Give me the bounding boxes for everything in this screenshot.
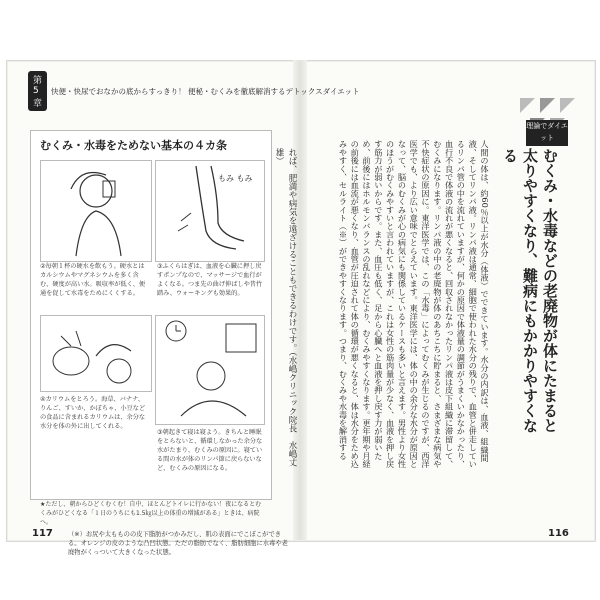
- left-body-column: れば、肥満や病気を遠ざけることもできるわけです。（水嶋クリニック院長 水嶋丈雄）: [274, 148, 297, 467]
- article-title: むくみ・水毒などの老廃物が体にたまると太りやすくなり、難病にもかかりやすくなる: [501, 148, 559, 433]
- page-number-right: 116: [548, 528, 569, 539]
- warning-note: ★ただし、朝からひどくむくむ！自中、ほとんどトイレに行かない！夜になるとむくみがひどくなる「１日のうちにも1.5㎏以上の体重の増減がある」ときは、病院へ。: [40, 501, 262, 526]
- chapter-header-text: 快便・快尿でおなかの底からすっきり！ 便秘・むくみを徹底解消するデトックスダイエット: [51, 86, 360, 96]
- chapter-header: [28, 76, 360, 109]
- drinking-water-illustration: [40, 160, 152, 262]
- footnote: （※）お尻や太もものの皮下脂肪がつかみだし、肌の表面にでこぼこができる。オレンジの皮のような凸凹状態。ただの脂肪でなく、脂肪細胞に水毒や老廃物がくっついて大きくなった状態。: [68, 531, 288, 556]
- chapter-badge: 第5章: [28, 71, 47, 111]
- right-body-text: 人間の体は、約60％以上が水分（体液）でできています。水分の内訳は、血液、組織間液、そしてリンパ液。リンパ液は通常、細胞で使われた水分の残りで、血管と併走しているリンパ管の中を流れていますが、何かの原因で体液量の調節がうまくいかなかったり、血行不良で体液の流れが悪くなると、回収されなかったリンパ液は皮下組織に滞留して、むくみになります。リンパ液の中の老廃物が体のあちこちに貯まると、さまざまな病気や不快症状の原因に。東洋医学では、この「水毒」によってむくみが生じるのですが、西洋医学でも、より広い意味でとらえています。東洋医学には、体の中の余分な水分が原因となって、脳のむくみが心の病気にも関係しているケースも多いと言えます。男性より女性のほうがむくみやすいと言われていますが、これは女性の筋肉量が少なく、血液を押し戻す筋力が弱いからです。また、血圧も低く、足から心臓へと血液を押し戻す力が弱いため、前後にはホルモンバランスの乱れなどにより、むくみやすくなります。更年期や月経の前後には血流が悪くなり、血管が圧迫されて体の循環が悪くなると、体は水分をため込みやすく、セルライト（※）ができやすくなります。つまり、むくみや水毒を解消する: [338, 140, 490, 468]
- caption-hard-water: ②毎朝１杯の硬水を飲もう。硬水とはカルシウムやマグネシウムを多く含む、硬度が高い水。吸収率が低く、便通を促して水毒をためにくくする。: [40, 263, 146, 297]
- potassium-foods-illustration: [40, 315, 152, 392]
- panel-title: むくみ・水毒をためない基本の４カ条: [40, 139, 227, 152]
- massage-label: もみ もみ: [218, 174, 253, 183]
- caption-sleep: ③朝起きて寝は寝よう。きちんと睡眠をとらないと、循環しなかった余分な水がたまり、むくみの原因に。寝ている間の水が体のリンパ節に戻らないなど、むくみの原因になる。: [157, 429, 263, 472]
- section-tag: 理論でダイエット: [526, 120, 568, 146]
- page-number-left: 117: [32, 528, 53, 539]
- sleep-illustration: [155, 315, 265, 425]
- calf-massage-illustration: [155, 160, 265, 262]
- caption-calf-massage: ③ふくらはぎは、血液を心臓に押し戻すポンプなので、マッサージで血行がよくなる。つま先の曲げ伸ばしや昔竹踏み、ウォーキングも効果的。: [157, 263, 263, 297]
- caption-potassium: ④カリウムをとろう。海草、バナナ、りんご、すいか、かぼちゃ、小豆などの食品に含まれるカリウムは、余分な水分を体の外に出してくれる。: [40, 396, 146, 430]
